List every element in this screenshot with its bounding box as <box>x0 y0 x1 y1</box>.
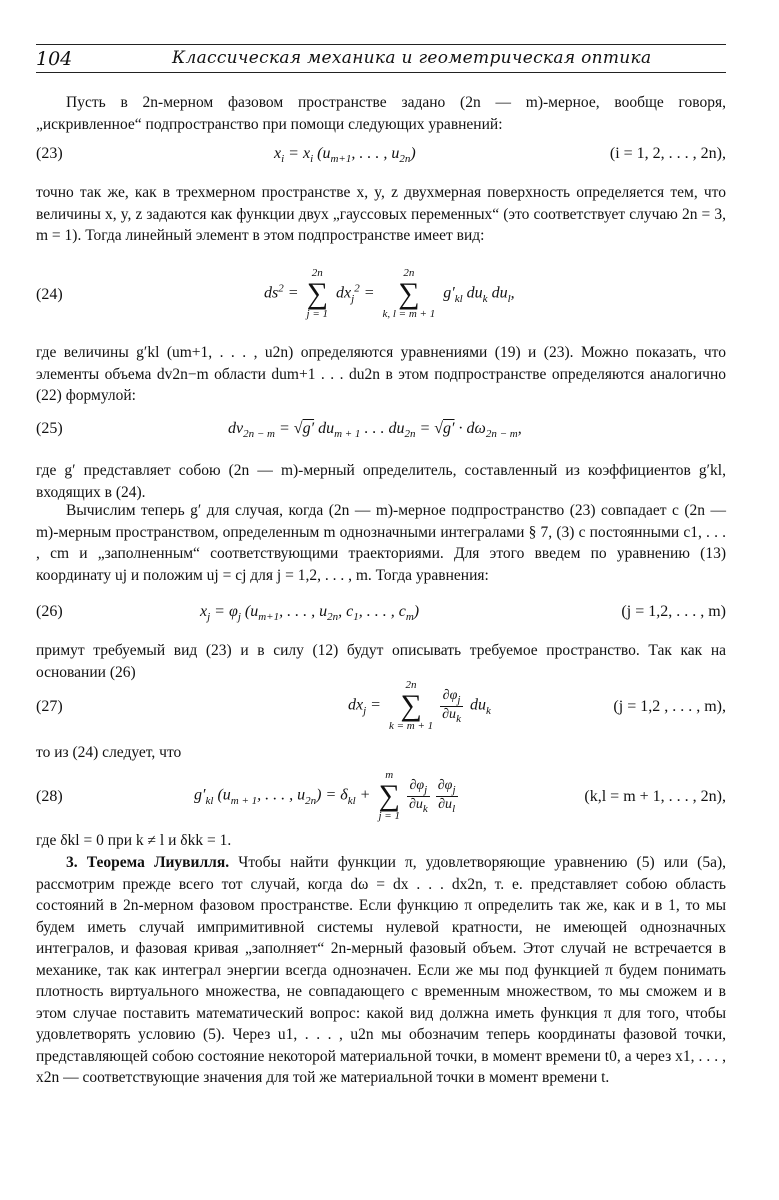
paragraph-6: примут требуемый вид (23) и в силу (12) будут описывать требуемое пространство. Так как на основании (26) <box>36 642 726 681</box>
equation-number: (27) <box>36 698 63 715</box>
running-title: Классическая механика и геометрическая оптика <box>172 48 652 68</box>
section-heading: 3. Теорема Лиувилля. <box>66 854 230 871</box>
paragraph-5: Вычислим теперь g′ для случая, когда (2n — m)-мерное подпространство (23) совпадает с (2n — m)-мерным пространством, определенным m однозначными интегралами § 7, (3) с постоянными c1, . . . , cm и „заполненным“ соответствующими траекториями. Для этого введем по уравнению (13) координату uj и положим uj = cj для j = 1,2, . . . , m. Тогда уравнения: <box>36 502 726 584</box>
header-rule-bottom <box>36 72 726 73</box>
equation-body: $ds^2$ = 2n ∑ j = 1 $dx_j^2$ = 2n ∑ k, l = m + 1 $g'_{kl}$ $du_k$ $du_l$, <box>264 267 515 320</box>
paragraph-7: то из (24) следует, что <box>36 744 182 761</box>
equation-condition: (j = 1,2, . . . , m) <box>621 603 726 620</box>
paragraph-9-text: Чтобы найти функции π, удовлетворяющие уравнению (5) или (5a), рассмотрим прежде всего тот случай, когда dω = dx . . . dx2n, т. е. представляет собою область состояний в 2n-мерном фазовом пространстве. Если функцию π определить так же, как и в 1, то мы будем иметь случай импримитивной системы нулевой кратности, не имеющей однозначных интегралов, и фазовая кривая „заполняет“ 2n-мерный фазовый объем. Этот случай не встречается в механике, так как интеграл энергии всегда однозначен. Если же мы под функцией π будем понимать плотность виртуального множества, не совпадающего с временным множеством, то мы сможем и в этом случае поставить математический вопрос: какой вид должна иметь функция π для того, чтобы удовлетворять условию (5). Через u1, . . . , u2n мы обозначим теперь координаты фазовой точки, представляющей собою состояние некоторой материальной точки, в момент времени t0, а через x1, . . . , x2n — соответствующие значения для той же материальной точки в момент времени t. <box>36 854 727 1086</box>
equation-number: (28) <box>36 788 63 805</box>
equation-25 <box>36 420 726 450</box>
equation-number: (25) <box>36 420 63 437</box>
equation-condition: (i = 1, 2, . . . , 2n), <box>609 145 726 162</box>
equation-number: (24) <box>36 286 63 303</box>
equation-28 <box>36 770 726 828</box>
equation-body: $dx_j$ = 2n ∑ k = m + 1 $\frac{\partial\varphi_j}{\partial u_k}$ $du_k$ <box>348 679 491 732</box>
equation-27 <box>36 680 726 738</box>
paragraph-9 <box>36 852 726 1089</box>
equation-26 <box>36 603 726 633</box>
paragraph-8: где δkl = 0 при k ≠ l и δkk = 1. <box>36 832 232 849</box>
paragraph-4: где g′ представляет собою (2n — m)-мерный определитель, составленный из коэффициентов g′kl, входящих в (24). <box>36 462 726 501</box>
equation-23 <box>36 145 726 175</box>
page-number: 104 <box>36 48 73 70</box>
equation-24 <box>36 268 726 328</box>
page-header <box>36 40 726 72</box>
equation-number: (23) <box>36 145 63 162</box>
equation-body: $x_j = \varphi_j$ ($u_{m+1}$, . . . , $u_{2n}$, $c_1$, . . . , $c_m$) <box>200 603 420 624</box>
paragraph-2: точно так же, как в трехмерном пространстве x, y, z двухмерная поверхность определяется тем, что величины x, y, z задаются как функции двух „гауссовых переменных“ (это соответствует случаю 2n = 3, m = 1). Тогда линейный элемент в этом подпространстве имеет вид: <box>36 184 726 244</box>
equation-condition: (k,l = m + 1, . . . , 2n), <box>584 788 726 805</box>
equation-number: (26) <box>36 603 63 620</box>
paragraph-3: где величины g′kl (um+1, . . . , u2n) определяются уравнениями (19) и (23). Можно показать, что элементы объема dv2n−m области dum+1 . . . du2n в этом подпространстве определяются аналогично (22) формулой: <box>36 344 726 404</box>
paragraph-1: Пусть в 2n-мерном фазовом пространстве задано (2n — m)-мерное, вообще говоря, „искривленное“ подпространство при помощи следующих уравнений: <box>36 94 726 133</box>
equation-body: $x_i = x_i$ ($u_{m+1}$, . . . , $u_{2n}$) <box>274 145 416 166</box>
equation-condition: (j = 1,2 , . . . , m), <box>613 698 726 715</box>
equation-body: $g'_{kl}$ ($u_{m + 1}$, . . . , $u_{2n}) = \delta_{kl}$ + m ∑ j = 1 $\frac{\partial\varphi_j}{\partial u_k}$ $\frac{\partial\varphi_j}{\partial u_l}$ <box>194 769 456 822</box>
equation-body: $dv_{2n - m} = √g'$ $du_{m + 1}$ . . . $du_{2n} = √g' \cdot d\omega_{2n - m}$, <box>228 420 522 441</box>
